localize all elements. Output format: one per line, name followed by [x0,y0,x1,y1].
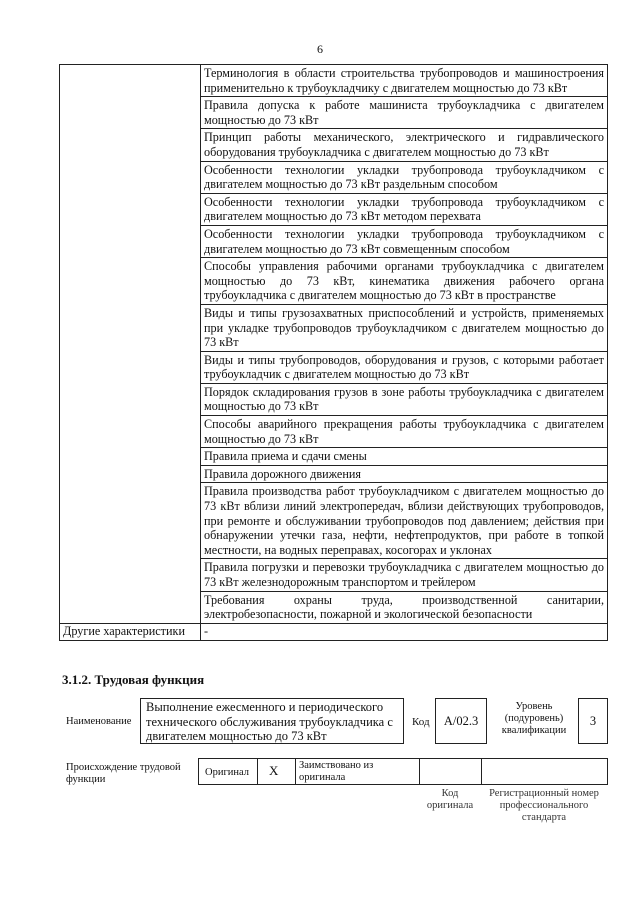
knowledge-item: Правила погрузки и перевозки трубоукладчика с двигателем мощностью до 73 кВт железнодорожным транспортом и трейлером [201,559,608,591]
knowledge-table [59,64,608,641]
knowledge-item: Особенности технологии укладки трубопровода трубоукладчиком с двигателем мощностью до 73 кВт раздельным способом [201,161,608,193]
original-mark-cell [257,759,296,784]
knowledge-item: Особенности технологии укладки трубопровода трубоукладчиком с двигателем мощностью до 73 кВт методом перехвата [201,193,608,225]
knowledge-item: Способы управления рабочими органами трубоукладчика с двигателем мощностью до 73 кВт, кинематика движения рабочего органа трубоукладчика с двигателем мощностью до 73 кВт в пространстве [201,258,608,305]
knowledge-item: Правила дорожного движения [201,465,608,483]
knowledge-label-cell [60,65,201,624]
knowledge-item: Правила допуска к работе машиниста трубоукладчика с двигателем мощностью до 73 кВт [201,97,608,129]
knowledge-item: Виды и типы трубопроводов, оборудования и грузов, с которыми работает трубоукладчик с двигателем мощностью до 73 кВт [201,351,608,383]
knowledge-item: Виды и типы грузозахватных приспособлений и устройств, применяемых при укладке трубопроводов трубоукладчиком с двигателем мощностью до 73 кВт [201,304,608,351]
table-row [60,623,608,640]
origin-label: Происхождение трудовой функции [66,762,181,785]
code-label: Код [412,716,430,728]
knowledge-item: Правила приема и сдачи смены [201,448,608,466]
code-original-label: Код оригинала [426,788,474,811]
function-name-box: Выполнение ежесменного и периодического технического обслуживания трубоукладчика с двигателем мощностью до 73 кВт [140,698,404,744]
original-mark: X [269,763,279,778]
name-label: Наименование [66,716,132,727]
table-row [60,65,608,97]
knowledge-item: Принцип работы механического, электрического и гидравлического оборудования трубоукладчика с двигателем мощностью до 73 кВт [201,129,608,161]
code-value-box: A/02.3 [435,698,487,744]
original-cell [199,759,258,784]
original-label: Оригинал [205,767,249,778]
knowledge-table-body [60,65,608,641]
knowledge-item: Способы аварийного прекращения работы трубоукладчика с двигателем мощностью до 73 кВт [201,416,608,448]
knowledge-item: Требования охраны труда, производственной санитарии, электробезопасности, пожарной и экологической безопасности [201,591,608,623]
origin-row [198,758,608,785]
other-characteristics-value: - [201,623,608,640]
knowledge-item: Терминология в области строительства трубопроводов и машиностроения применительно к трубоукладчику с двигателем мощностью до 73 кВт [201,65,608,97]
other-characteristics-label: Другие характеристики [60,623,201,640]
knowledge-item: Особенности технологии укладки трубопровода трубоукладчиком с двигателем мощностью до 73 кВт совмещенным способом [201,225,608,257]
level-value-box: 3 [578,698,608,744]
borrowed-label: Заимствовано из оригинала [299,760,374,783]
reg-number-label: Регистрационный номер профессионального стандарта [489,788,599,823]
knowledge-item: Порядок складирования грузов в зоне работы трубоукладчика с двигателем мощностью до 73 кВт [201,383,608,415]
borrowed-cell [295,759,420,784]
knowledge-item: Правила производства работ трубоукладчиком с двигателем мощностью до 73 кВт вблизи линий электропередач, вблизи действующих трубопроводов, при ремонте и обслуживании трубопроводов под давлением; действия при обнаружении утечки газа, нефти, нефтепродуктов, при работе в топкой местности, на водных переправах, косогорах и уклонах [201,483,608,559]
page-number: 6 [317,42,323,56]
code-original-cell [419,759,482,784]
section-title: 3.1.2. Трудовая функция [62,672,205,687]
level-label: Уровень (подуровень) квалификации [501,701,567,736]
